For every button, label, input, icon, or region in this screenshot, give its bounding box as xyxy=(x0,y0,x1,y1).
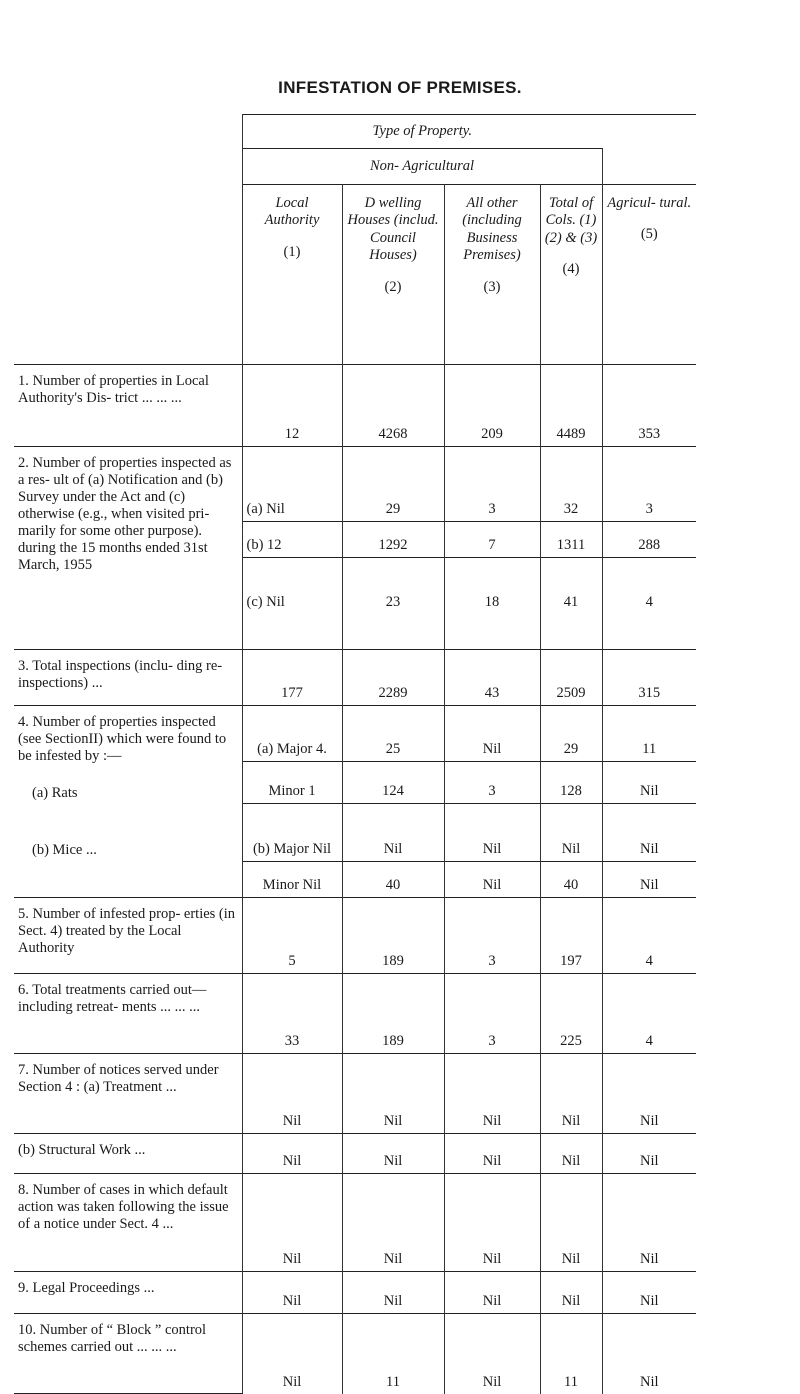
table-row: 7. Number of notices served under Section 4 : (a) Treatment ... Nil Nil Nil Nil Nil xyxy=(14,1054,696,1134)
table-row: 6. Total treatments carried out—including retreat- ments ... ... ... 33 189 3 225 4 xyxy=(14,974,696,1054)
infestation-table xyxy=(14,114,696,1394)
row-label: 7. Number of notices served under Section 4 : (a) Treatment ... xyxy=(14,1054,242,1134)
row-label: 10. Number of “ Block ” control schemes carried out ... ... ... xyxy=(14,1314,242,1394)
row-label: 9. Legal Proceedings ... xyxy=(14,1272,242,1314)
table-row: 10. Number of “ Block ” control schemes carried out ... ... ... Nil 11 Nil 11 Nil xyxy=(14,1314,696,1394)
table-row: (b) Major Nil Nil Nil Nil Nil xyxy=(14,804,696,862)
row-label: 8. Number of cases in which default action was taken following the issue of a notice under Sect. 4 ... xyxy=(14,1174,242,1272)
non-agricultural-header: Non- Agricultural xyxy=(242,149,602,185)
table-row: Minor 1 124 3 128 Nil xyxy=(14,762,696,804)
row-label: (b) Structural Work ... xyxy=(14,1134,242,1174)
table-row: 9. Legal Proceedings ... Nil Nil Nil Nil Nil xyxy=(14,1272,696,1314)
row-label: 4. Number of properties inspected (see SectionII) which were found to be infested by :— (a) Rats (b) Mice ... xyxy=(14,706,242,898)
row-label: 1. Number of properties in Local Authority's Dis- trict ... ... ... xyxy=(14,365,242,447)
col-header-agricultural: Agricul- tural. (5) xyxy=(602,185,696,365)
table-row: (b) Structural Work ... Nil Nil Nil Nil Nil xyxy=(14,1134,696,1174)
col-header-total: Total of Cols. (1) (2) & (3) (4) xyxy=(540,185,602,365)
row-label: 2. Number of properties inspected as a res- ult of (a) Notification and (b) Survey under the Act and (c) otherwise (e.g., when visited pri- marily for some other purpose). during the 15 months ended 31st March, 1955 xyxy=(14,447,242,650)
col-header-all-other: All other (including Business Premises) (3) xyxy=(444,185,540,365)
table-row: 1. Number of properties in Local Authority's Dis- trict ... ... ... 12 4268 209 4489 353 xyxy=(14,365,696,447)
table-row: Minor Nil 40 Nil 40 Nil xyxy=(14,862,696,898)
type-of-property-header: Type of Property. xyxy=(242,115,602,149)
col-header-dwelling-houses: D welling Houses (includ. Council Houses) (2) xyxy=(342,185,444,365)
table-row: 5. Number of infested prop- erties (in Sect. 4) treated by the Local Authority 5 189 3 197 4 xyxy=(14,898,696,974)
row-label: 5. Number of infested prop- erties (in Sect. 4) treated by the Local Authority xyxy=(14,898,242,974)
row-label: 6. Total treatments carried out—including retreat- ments ... ... ... xyxy=(14,974,242,1054)
table-row: (c) Nil 23 18 41 4 xyxy=(14,558,696,650)
table-row: 2. Number of properties inspected as a res- ult of (a) Notification and (b) Survey under the Act and (c) otherwise (e.g., when visited pri- marily for some other purpose). during the 15 months ended 31st March, 1955 (a) Nil 29 3 32 3 xyxy=(14,447,696,522)
row-label: 3. Total inspections (inclu- ding re-inspections) ... xyxy=(14,650,242,706)
col-header-local-authority: Local Authority (1) xyxy=(242,185,342,365)
table-row: 8. Number of cases in which default action was taken following the issue of a notice under Sect. 4 ... Nil Nil Nil Nil Nil xyxy=(14,1174,696,1272)
table-row: 4. Number of properties inspected (see SectionII) which were found to be infested by :— (a) Rats (b) Mice ... (a) Major 4. 25 Nil 29 11 xyxy=(14,706,696,762)
page-title: INFESTATION OF PREMISES. xyxy=(278,78,522,97)
table-row: 3. Total inspections (inclu- ding re-inspections) ... 177 2289 43 2509 315 xyxy=(14,650,696,706)
table-row: (b) 12 1292 7 1311 288 xyxy=(14,522,696,558)
